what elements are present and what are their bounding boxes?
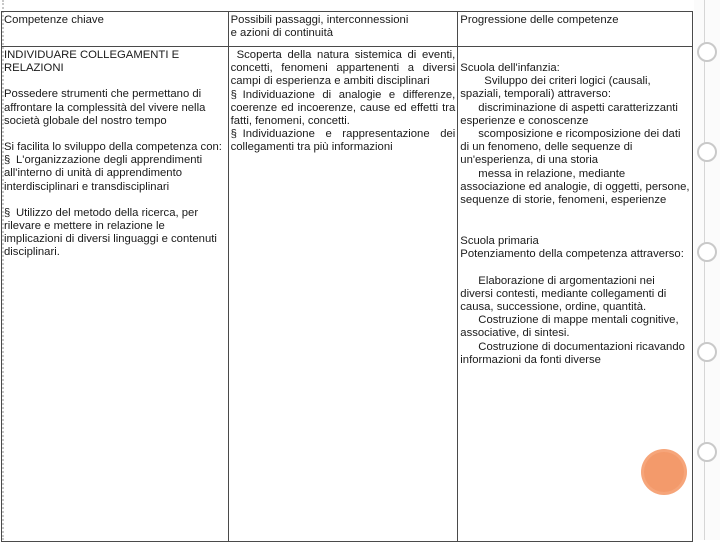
decorative-ring <box>697 442 717 462</box>
cell-competenze <box>2 47 229 542</box>
competence-bullet-2 <box>4 207 226 260</box>
bullet-text: Utilizzo del metodo della ricerca, per rilevare e mettere in relazione le implicazioni di diversi linguaggi e contenuti disciplinari. <box>4 206 217 259</box>
header-col3-label: Progressione delle competenze <box>460 14 619 26</box>
competence-table <box>1 11 693 542</box>
decorative-ring <box>697 42 717 62</box>
header-progressione <box>458 12 693 47</box>
passaggi-bullet-2 <box>231 128 456 154</box>
item-text: scomposizione e ricomposizione dei dati di un fenomeno, delle sequenze di un'esperienza, di una storia <box>460 128 681 167</box>
header-col2-line1: Possibili passaggi, interconnessioni <box>230 14 409 26</box>
bullet-icon: § <box>230 128 237 141</box>
bullet-text: L'organizzazione degli apprendimenti all'interno di unità di apprendimento interdisciplinari e transdisciplinari <box>4 154 203 193</box>
header-row <box>2 12 693 47</box>
primaria-item-2 <box>460 314 690 340</box>
header-passaggi <box>228 12 458 47</box>
bullet-text: Individuazione di analogie e differenze, coerenze ed incoerenze, cause ed effetti tra fatti, fenomeni, concetti. <box>230 88 456 128</box>
decorative-ring <box>697 142 717 162</box>
bullet-icon: § <box>4 154 11 167</box>
competence-intro: Possedere strumenti che permettano di affrontare la complessità del vivere nella società globale del nostro tempo <box>4 88 206 127</box>
header-col1-label: Competenze chiave <box>4 14 104 26</box>
infanzia-item-2 <box>460 128 690 168</box>
competence-title-line1: INDIVIDUARE COLLEGAMENTI E <box>4 49 180 61</box>
infanzia-item-3 <box>460 168 690 208</box>
item-text: discriminazione di aspetti caratterizzanti esperienze e conoscenze <box>460 101 678 127</box>
infanzia-intro: Sviluppo dei criteri logici (causali, spaziali, temporali) attraverso: <box>460 75 651 101</box>
decorative-ring <box>697 342 717 362</box>
infanzia-title: Scuola dell'infanzia: <box>460 62 560 74</box>
passaggi-bullet-1 <box>231 89 456 129</box>
bullet-text: Individuazione e rappresentazione dei collegamenti tra più informazioni <box>230 128 456 154</box>
body-row <box>2 47 693 542</box>
item-text: messa in relazione, mediante associazione ed analogie, di oggetti, persone, sequenze di storie, fenomeni, esperienze <box>460 167 690 207</box>
competence-facilita: Si facilita lo sviluppo della competenza con: <box>4 141 222 154</box>
primaria-item-1 <box>460 275 690 315</box>
passaggi-scoperta: Scoperta della natura sistemica di eventi, concetti, fenomeni appartenenti a diversi campi di esperienza e ambiti disciplinari <box>230 49 456 88</box>
competence-title-line2: RELAZIONI <box>4 62 64 75</box>
bullet-icon: § <box>230 88 237 101</box>
header-competenze-chiave <box>2 12 229 47</box>
primaria-item-3 <box>460 341 690 367</box>
cell-progressione <box>458 47 693 542</box>
decorative-ring <box>697 242 717 262</box>
bullet-icon: § <box>4 206 11 219</box>
primaria-subtitle: Potenziamento della competenza attraverso: <box>460 248 684 261</box>
item-text: Elaborazione di argomentazioni nei diversi contesti, mediante collegamenti di causa, successione, ordine, quantità. <box>460 274 667 314</box>
item-text: Costruzione di mappe mentali cognitive, associative, di sintesi. <box>460 314 679 340</box>
cell-passaggi <box>228 47 458 542</box>
competence-bullet-1 <box>4 154 226 194</box>
infanzia-item-1 <box>460 102 690 128</box>
header-col2-line2: e azioni di continuità <box>230 27 333 40</box>
item-text: Costruzione di documentazioni ricavando informazioni da fonti diverse <box>460 340 685 366</box>
primaria-title: Scuola primaria <box>460 235 539 248</box>
